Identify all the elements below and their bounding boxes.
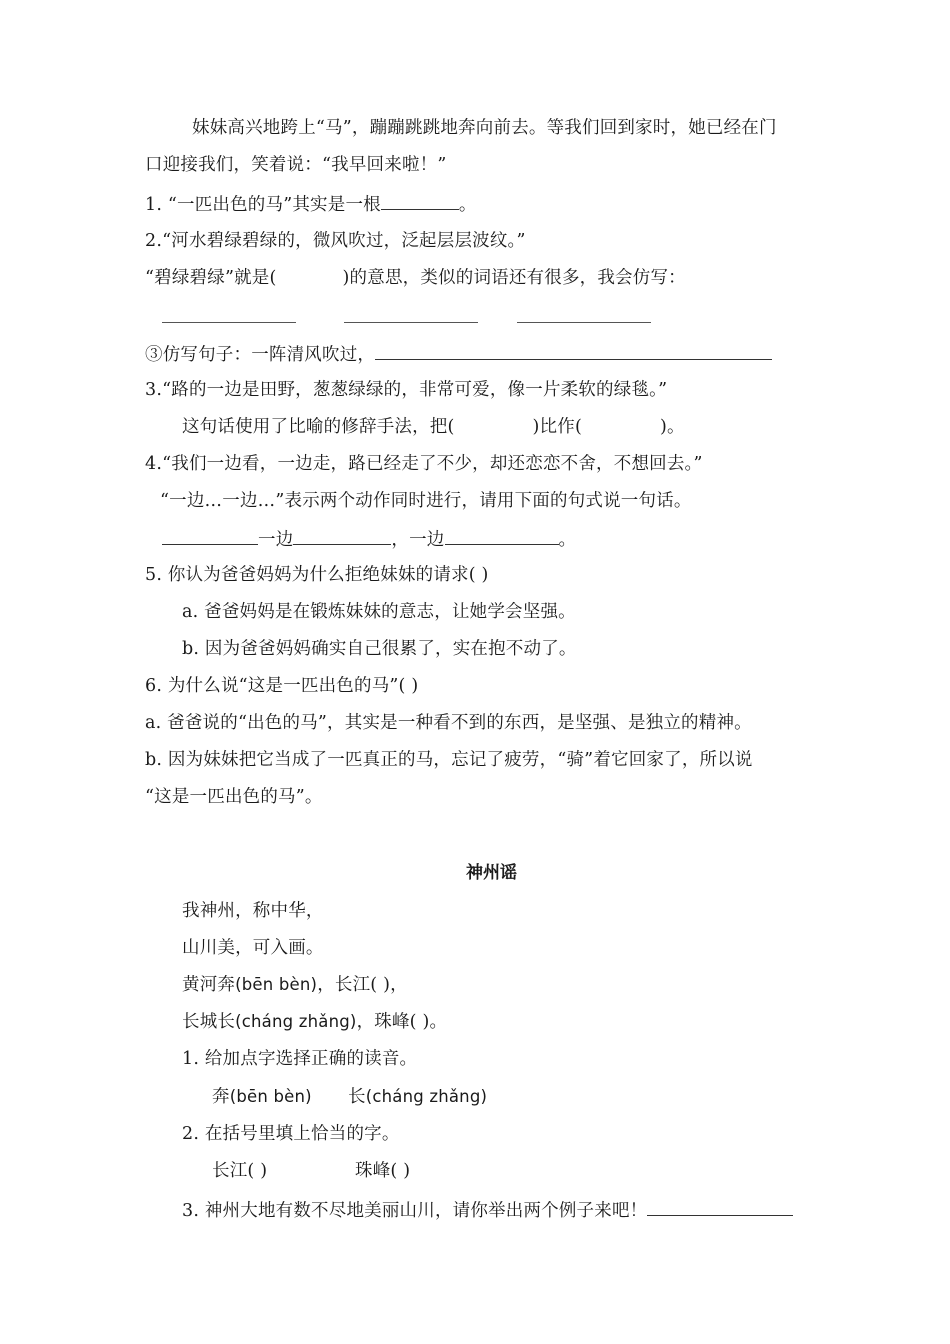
poem-line-4 bbox=[182, 1010, 447, 1034]
question-1-text: 1. “一匹出色的马”其实是一根 bbox=[145, 195, 381, 215]
question-2-prompt-a: “碧绿碧绿”就是( bbox=[145, 268, 277, 288]
passage-line-2: 口迎接我们，笑着说：“我早回来啦！” bbox=[145, 155, 447, 175]
question-4-prompt: “一边…一边…”表示两个动作同时进行，请用下面的句式说一句话。 bbox=[160, 491, 692, 511]
answer-blank[interactable] bbox=[445, 526, 559, 545]
answer-line-2[interactable] bbox=[344, 322, 478, 323]
poem-line-2: 山川美，可入画。 bbox=[182, 938, 324, 958]
question-2-quote: 2.“河水碧绿碧绿的，微风吹过，泛起层层波纹。” bbox=[145, 231, 526, 251]
question-5-option-b: b. 因为爸爸妈妈确实自己很累了，实在抱不动了。 bbox=[182, 639, 577, 659]
char-ben: 奔 bbox=[212, 1087, 230, 1107]
answer-line-1[interactable] bbox=[162, 322, 296, 323]
question-6-option-a: a. 爸爸说的“出色的马”，其实是一种看不到的东西，是坚强、是独立的精神。 bbox=[145, 713, 752, 733]
question-6: 6. 为什么说“这是一匹出色的马”( ) bbox=[145, 676, 419, 696]
exercise-1-choice-b bbox=[348, 1085, 487, 1109]
punct: 。 bbox=[558, 530, 577, 550]
exercise-3-text: 3. 神州大地有数不尽地美丽山川，请你举出两个例子来吧！ bbox=[182, 1201, 648, 1221]
answer-blank[interactable] bbox=[293, 526, 391, 545]
question-5-option-a: a. 爸爸妈妈是在锻炼妹妹的意志，让她学会坚强。 bbox=[182, 602, 576, 622]
question-5: 5. 你认为爸爸妈妈为什么拒绝妹妹的请求( ) bbox=[145, 565, 489, 585]
exercise-1: 1. 给加点字选择正确的读音。 bbox=[182, 1049, 418, 1069]
pattern-word-2: ，一边 bbox=[391, 530, 445, 550]
question-3-prompt-b: )比作( bbox=[532, 417, 582, 437]
pinyin-choice[interactable]: (bēn bèn) bbox=[229, 1087, 312, 1106]
question-2-rewrite bbox=[145, 341, 772, 367]
poem-line-1: 我神州，称中华， bbox=[182, 901, 324, 921]
answer-line-3[interactable] bbox=[517, 322, 651, 323]
passage-line-1: 妹妹高兴地跨上“马”，蹦蹦跳跳地奔向前去。等我们回到家时，她已经在门 bbox=[192, 118, 777, 138]
question-3-prompt bbox=[182, 415, 685, 439]
pinyin-choice: (bēn bèn) bbox=[235, 975, 318, 994]
question-2-prompt bbox=[145, 266, 686, 290]
question-3-prompt-c: )。 bbox=[660, 417, 685, 437]
pinyin-choice[interactable]: (cháng zhǎng) bbox=[365, 1087, 488, 1106]
answer-blank[interactable] bbox=[381, 191, 459, 210]
question-4-quote: 4.“我们一边看，一边走，路已经走了不少，却还恋恋不舍，不想回去。” bbox=[145, 454, 703, 474]
poem-line-3 bbox=[182, 973, 408, 997]
punct: 。 bbox=[458, 195, 477, 215]
question-3-prompt-a: 这句话使用了比喻的修辞手法，把( bbox=[182, 417, 455, 437]
question-4-pattern bbox=[162, 526, 576, 552]
poem-line-3-a: 黄河奔 bbox=[182, 975, 236, 995]
exercise-3 bbox=[182, 1197, 793, 1223]
question-6-option-b-line-1: b. 因为妹妹把它当成了一匹真正的马，忘记了疲劳，“骑”着它回家了，所以说 bbox=[145, 750, 753, 770]
poem-line-4-b: ，珠峰( )。 bbox=[356, 1012, 448, 1032]
exercise-2: 2. 在括号里填上恰当的字。 bbox=[182, 1124, 400, 1144]
answer-blank[interactable] bbox=[162, 526, 258, 545]
pattern-word-1: 一边 bbox=[258, 530, 294, 550]
poem-line-3-b: ，长江( )， bbox=[317, 975, 408, 995]
exercise-1-choice-a bbox=[212, 1085, 312, 1109]
question-6-option-b-line-2: “这是一匹出色的马”。 bbox=[145, 787, 323, 807]
pinyin-choice: (cháng zhǎng) bbox=[235, 1012, 357, 1031]
question-2-prompt-b: )的意思，类似的词语还有很多，我会仿写： bbox=[342, 268, 686, 288]
answer-blank[interactable] bbox=[647, 1197, 793, 1216]
poem-line-4-a: 长城长 bbox=[182, 1012, 236, 1032]
char-chang: 长 bbox=[348, 1087, 366, 1107]
question-1 bbox=[145, 191, 477, 217]
question-3-quote: 3.“路的一边是田野，葱葱绿绿的，非常可爱，像一片柔软的绿毯。” bbox=[145, 380, 668, 400]
poem-title: 神州谣 bbox=[466, 863, 517, 883]
question-2-rewrite-text: ③仿写句子：一阵清风吹过， bbox=[145, 345, 376, 365]
exercise-2-blank-a[interactable]: 长江( ) bbox=[212, 1161, 268, 1181]
exercise-2-blank-b[interactable]: 珠峰( ) bbox=[355, 1161, 411, 1181]
answer-blank[interactable] bbox=[375, 341, 772, 360]
